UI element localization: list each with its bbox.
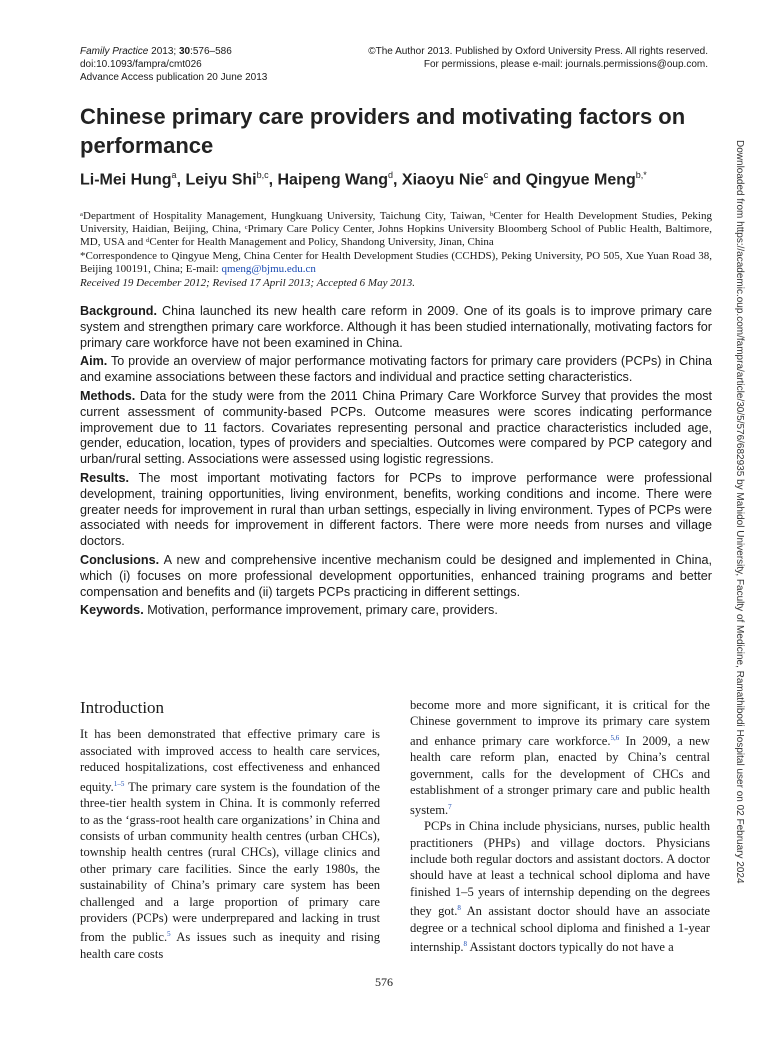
abstract xyxy=(80,304,712,622)
permissions-line: For permissions, please e-mail: journals.permissions@oup.com. xyxy=(423,59,708,70)
reference-link[interactable]: 5 xyxy=(167,930,171,939)
body-column-right xyxy=(410,697,710,956)
author-affiliation-mark: d xyxy=(388,170,394,180)
author-affiliation-mark: c xyxy=(483,170,489,180)
abstract-text: A new and comprehensive incentive mechanism could be designed and implemented in China, which (i) focuses on more professional development opportunities, enhanced training programs and better compensation and benefits and (ii) targets PCPs practicing in different settings. xyxy=(80,552,712,599)
author-affiliation-mark: b,c xyxy=(256,170,269,180)
abstract-label: Background. xyxy=(80,304,157,318)
reference-link[interactable]: 1–5 xyxy=(113,779,125,788)
paragraph-text: In 2009, a new health care reform plan, enacted by China’s central government, calls for the development of CHCs and establishment of a stronger primary care and public health system. xyxy=(410,734,710,817)
copyright-line: ©The Author 2013. Published by Oxford University Press. All rights reserved. xyxy=(368,46,708,57)
abstract-background xyxy=(80,304,712,351)
reference-link[interactable]: 8 xyxy=(463,940,468,949)
paragraph-text: It has been demonstrated that effective primary care is associated with improved access to health care services, reduced hospitalizations, cost effectiveness and enhanced equity. xyxy=(80,727,380,794)
citation-year: 2013; xyxy=(148,46,179,57)
abstract-label: Results. xyxy=(80,470,129,485)
download-watermark: Downloaded from https://academic.oup.com/fampra/article/30/5/576/682935 by Mahidol University, Faculty of Medicine, Ramathibodi Hospital user on 02 February 2024 xyxy=(734,140,745,884)
paragraph xyxy=(80,726,380,962)
author-separator: , xyxy=(176,171,186,189)
paragraph-text: As issues such as inequity and rising health care costs xyxy=(80,930,380,962)
author-list xyxy=(80,170,720,189)
author-name: Xiaoyu Nie xyxy=(401,171,484,189)
correspondence xyxy=(80,250,712,276)
author-affiliation-mark: b,* xyxy=(635,170,647,180)
paragraph-text: PCPs in China include physicians, nurses, public health practitioners (PHPs) and village doctors. Physicians include both regular doctors and assistant doctors. A doctor should have at least a technical school diploma and have finished 1–5 years of internship depending on the degrees they got. xyxy=(410,819,710,919)
abstract-text: Motivation, performance improvement, primary care, providers. xyxy=(143,603,498,618)
reference-link[interactable]: 8 xyxy=(457,904,461,913)
abstract-label: Conclusions. xyxy=(80,552,160,567)
reference-link[interactable]: 7 xyxy=(448,802,452,811)
author-affiliation-mark: a xyxy=(171,170,177,180)
abstract-text: To provide an overview of major performance motivating factors for primary care providers (PCPs) in China and examine associations between these factors and individual and practice setting characteristics. xyxy=(80,354,712,385)
author-separator: , xyxy=(268,171,278,189)
correspondence-text: *Correspondence to Qingyue Meng, China Center for Health Development Studies (CCHDS), Peking University, PO 505, Xue Yuan Road 38, Beijing 100191, China; E-mail: xyxy=(80,249,712,275)
abstract-label: Aim. xyxy=(80,354,108,369)
author-separator: , xyxy=(393,171,402,189)
paragraph-text: become more and more significant, it is critical for the Chinese government to improve its primary care system and enhance primary care workforce. xyxy=(410,698,710,748)
author-name: Leiyu Shi xyxy=(185,171,257,189)
abstract-label: Keywords. xyxy=(80,603,144,618)
paragraph xyxy=(410,818,710,956)
copyright-header xyxy=(328,45,708,71)
author-name: Haipeng Wang xyxy=(277,171,388,189)
reference-link[interactable]: 5,6 xyxy=(610,733,620,742)
abstract-methods xyxy=(80,389,712,468)
citation-pages: :576–586 xyxy=(190,46,232,57)
citation-volume: 30 xyxy=(178,46,191,57)
body-column-left xyxy=(80,700,380,962)
article-title: Chinese primary care providers and motivating factors on performance xyxy=(80,104,686,158)
doi: doi:10.1093/fampra/cmt026 xyxy=(80,59,202,70)
abstract-keywords xyxy=(80,603,712,619)
section-heading-introduction: Introduction xyxy=(80,698,165,717)
author-name: Li-Mei Hung xyxy=(80,171,172,189)
abstract-conclusions xyxy=(80,553,712,600)
abstract-text: China launched its new health care reform in 2009. One of its goals is to improve primary care system and strengthen primary care workforce. Although it has been studied internationally, motivating factors for primary care workforce have not been examined in China. xyxy=(80,304,712,350)
paragraph-text: An assistant doctor should have an associate degree or a technical school diploma and finished a 1-year internship. xyxy=(410,904,710,955)
advance-access: Advance Access publication 20 June 2013 xyxy=(80,72,268,83)
paragraph-text: Assistant doctors typically do not have a xyxy=(467,940,674,955)
affiliations xyxy=(80,210,712,276)
author-separator: and xyxy=(488,171,526,189)
abstract-results xyxy=(80,471,712,550)
abstract-label: Methods. xyxy=(80,388,136,403)
author-name: Qingyue Meng xyxy=(525,171,636,189)
page-number: 576 xyxy=(375,975,393,989)
paragraph-text: The primary care system is the foundation of the three-tier health system in China. It is commonly referred to as the ‘grass-root health care organizations’ in China and consists of urban community health centres (urban CHCs), township health centres (rural CHCs), village clinics and other primary care facilities. Since the early 1980s, the sustainability of China’s primary care system has been challenged and a large proportion of primary care providers (PCPs) were underprepared and lacking in trust from the public. xyxy=(80,779,380,945)
received-dates: Received 19 December 2012; Revised 17 April 2013; Accepted 6 May 2013. xyxy=(80,277,415,289)
journal-name: Family Practice xyxy=(80,46,149,57)
abstract-aim xyxy=(80,354,712,386)
abstract-text: The most important motivating factors for PCPs to improve performance were professional development, training opportunities, living environment, benefits, working conditions and income. There were greater needs for improvement in rural than urban settings, especially in living environment. Types of PCPs were associated with needs for improvement in different factors. There were more needs from nurses and village doctors. xyxy=(80,470,712,549)
paragraph xyxy=(410,697,710,818)
affiliation-list: ᵃDepartment of Hospitality Management, Hungkuang University, Taichung City, Taiwan, ᵇCenter for Health Development Studies, Peking University, Haidian, Beijing, China, ᶜPrimary Care Policy Center, Johns Hopkins University Bloomberg School of Public Health, Baltimore, MD, USA and ᵈCenter for Health Management and Policy, Shandong University, Jinan, China xyxy=(80,210,712,249)
abstract-text: Data for the study were from the 2011 China Primary Care Workforce Survey that provides the most current assessment of community-based PCPs. Outcome measures were scores indicating performance improvement due to 11 factors. Covariates representing personal and practice characteristics included age, gender, education, location, types of providers and specialties. Outcomes were compared by PCP category and urban/rural setting. Associations were assessed using logistic regressions. xyxy=(80,388,712,467)
email-link[interactable]: qmeng@bjmu.edu.cn xyxy=(221,262,316,275)
